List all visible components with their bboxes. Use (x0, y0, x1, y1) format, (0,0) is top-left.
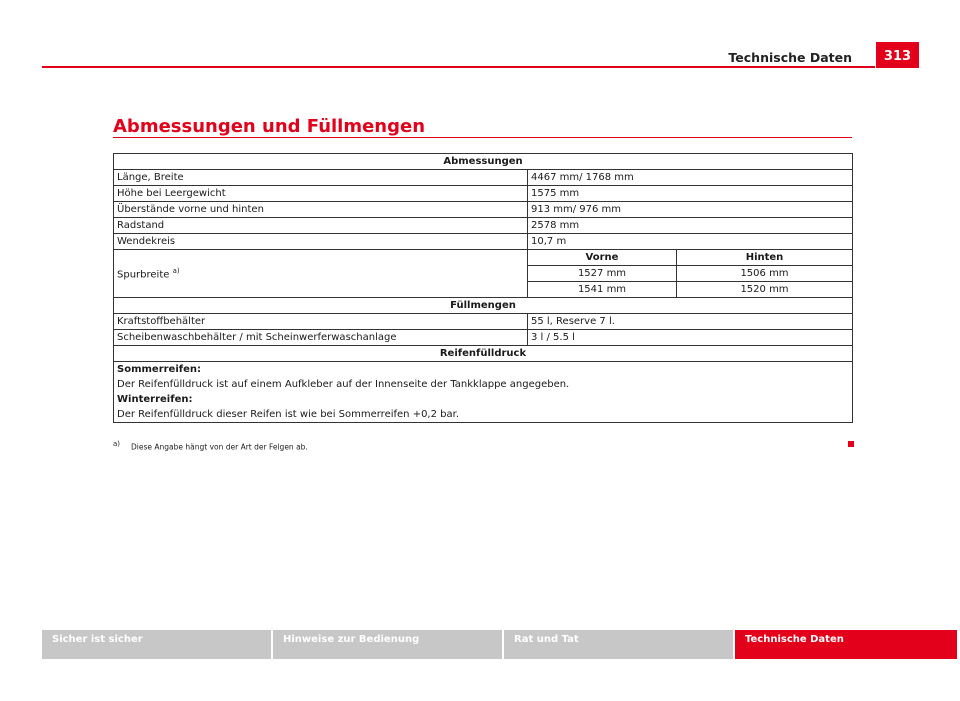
section-header-row (114, 154, 853, 170)
column-heading-front: Vorne (528, 250, 677, 266)
section-header-row (114, 298, 853, 314)
nav-tab-safety[interactable]: Sicher ist sicher (42, 630, 271, 659)
nav-tab-technical-data[interactable]: Technische Daten (735, 630, 957, 659)
section-heading-dimensions: Abmessungen (114, 154, 853, 170)
winter-tyres-text: Der Reifenfülldruck dieser Reifen ist wie bei Sommerreifen +0,2 bar. (117, 409, 460, 420)
footnote-text: Diese Angabe hängt von der Art der Felgen ab. (131, 442, 308, 452)
specifications-table (113, 153, 853, 423)
track-width-text: Spurbreite (117, 269, 170, 281)
row-label: Scheibenwaschbehälter / mit Scheinwerferwaschanlage (114, 330, 528, 346)
row-label: Wendekreis (114, 234, 528, 250)
row-label: Höhe bei Leergewicht (114, 186, 528, 202)
track-rear-value: 1506 mm (677, 266, 853, 282)
table-row (114, 314, 853, 330)
row-value: 3 l / 5.5 l (528, 330, 853, 346)
page-title: Abmessungen und Füllmengen (113, 116, 426, 137)
row-label: Länge, Breite (114, 170, 528, 186)
row-value: 10,7 m (528, 234, 853, 250)
table-row (114, 250, 853, 266)
end-marker-icon (848, 441, 854, 447)
row-value: 55 l, Reserve 7 l. (528, 314, 853, 330)
row-label: Radstand (114, 218, 528, 234)
table-row (114, 218, 853, 234)
tyre-pressure-cell (114, 362, 853, 423)
table-row (114, 330, 853, 346)
nav-tab-advice[interactable]: Rat und Tat (504, 630, 733, 659)
bottom-navigation (42, 630, 957, 659)
row-value: 1575 mm (528, 186, 853, 202)
section-heading-tyre-pressure: Reifenfülldruck (114, 346, 853, 362)
table-row (114, 202, 853, 218)
section-heading-capacities: Füllmengen (114, 298, 853, 314)
footnote (113, 440, 308, 452)
track-front-value: 1527 mm (528, 266, 677, 282)
footnote-mark: a) (113, 440, 121, 448)
row-value: 2578 mm (528, 218, 853, 234)
page-number: 313 (876, 42, 919, 68)
title-rule (113, 137, 852, 138)
footnote-reference: a) (172, 267, 180, 276)
table-row (114, 362, 853, 423)
section-header-row (114, 346, 853, 362)
row-value: 4467 mm/ 1768 mm (528, 170, 853, 186)
row-label: Kraftstoffbehälter (114, 314, 528, 330)
winter-tyres-heading: Winterreifen: (117, 394, 193, 405)
row-value: 913 mm/ 976 mm (528, 202, 853, 218)
track-front-value: 1541 mm (528, 282, 677, 298)
track-rear-value: 1520 mm (677, 282, 853, 298)
row-label: Überstände vorne und hinten (114, 202, 528, 218)
table-row (114, 170, 853, 186)
nav-tab-operation[interactable]: Hinweise zur Bedienung (273, 630, 502, 659)
header-rule (42, 66, 875, 68)
summer-tyres-heading: Sommerreifen: (117, 364, 202, 375)
running-header-title: Technische Daten (728, 50, 852, 65)
track-width-label (114, 250, 528, 298)
column-heading-rear: Hinten (677, 250, 853, 266)
table-row (114, 186, 853, 202)
table-row (114, 234, 853, 250)
summer-tyres-text: Der Reifenfülldruck ist auf einem Aufkleber auf der Innenseite der Tankklappe angegeben. (117, 379, 570, 390)
